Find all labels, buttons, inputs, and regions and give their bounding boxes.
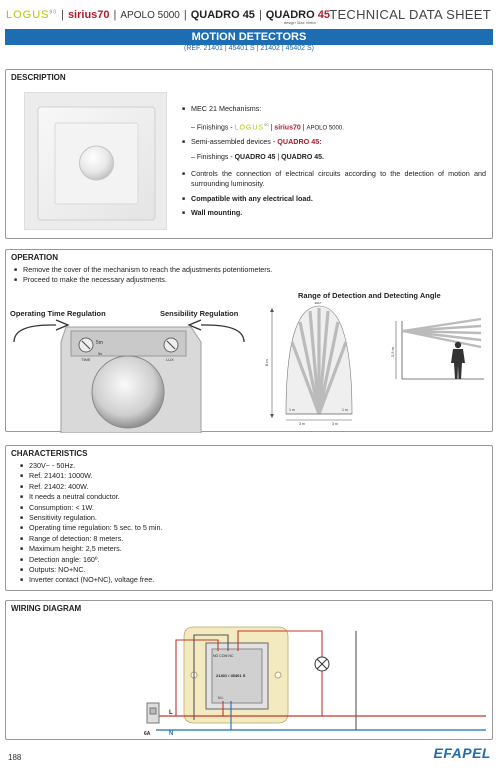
desc-semi: ■ Semi-assembled devices - QUADRO 45: (181, 137, 486, 147)
angle-label: 160° (314, 302, 323, 305)
dial-time-value: 5m (96, 340, 103, 346)
characteristics-list (19, 461, 419, 586)
mechanism-illustration (6, 317, 251, 433)
operation-heading: OPERATION (11, 253, 58, 262)
width-right-label: 3 m (332, 422, 338, 426)
char-item: ■ Ref. 21402: 400W. (19, 482, 419, 492)
wiring-heading: WIRING DIAGRAM (11, 604, 82, 613)
product-refs: (REF. 21401 | 45401 S | 21402 | 45402 S) (184, 45, 314, 52)
desc-wall: ■ Wall mounting. (181, 208, 486, 218)
desc-controls: ■ Controls the connection of electrical circuits according to the detection of motion and surrounding luminosity. (181, 169, 486, 190)
detection-cone-diagram (264, 302, 366, 427)
desc-finishings-2: – Finishings - QUADRO 45 | QUADRO 45. (191, 154, 324, 161)
desc-finishings-1: – Finishings - LOGUS$^{90}$ | sirius70 | APOLO 5000. (191, 122, 344, 132)
breaker-icon (147, 703, 159, 723)
mount-height-label: 2,5 m (390, 346, 395, 357)
efapel-logo: EFAPEL (433, 745, 491, 761)
char-item: ■ It needs a neutral conductor. (19, 492, 419, 502)
line-label: L (169, 710, 173, 716)
operation-list (13, 265, 483, 286)
person-icon (451, 342, 465, 379)
brand-sirius: sirius70 (67, 9, 110, 21)
brand-quadro-design: QUADRO 45 design Siza Vieira (265, 9, 330, 25)
neutral-label: N (169, 731, 174, 737)
side-view-diagram (386, 317, 486, 385)
char-item: ■ Inverter contact (NO+NC), voltage free. (19, 575, 419, 585)
description-list (181, 104, 486, 114)
characteristics-heading: CHARACTERISTICS (11, 449, 88, 458)
char-item: ■ Outputs: NO+NC. (19, 565, 419, 575)
range-label: Range of Detection and Detecting Angle (298, 291, 441, 300)
char-item: ■ Ref. 21401: 1000W. (19, 471, 419, 481)
dial-lux-label: LUX (166, 357, 174, 362)
char-item: ■ Operating time regulation: 5 sec. to 5 min. (19, 523, 419, 533)
char-item: ■ Range of detection: 8 meters. (19, 534, 419, 544)
operation-item: ■ Proceed to make the necessary adjustments. (13, 275, 483, 285)
floor-right-label: 1 m (342, 408, 348, 412)
char-item: ■ Consumption: < 1W. (19, 503, 419, 513)
brand-logus: LOGUS$^{90}$ (6, 9, 58, 21)
height-label: 8 m (264, 359, 269, 366)
char-item: ■ Maximum height: 2,5 meters. (19, 544, 419, 554)
dial-time-label: TIME (81, 357, 91, 362)
terminals-top-label: NO COM NC (213, 654, 234, 658)
product-image (24, 92, 167, 230)
page-number: 188 (8, 753, 22, 762)
wiring-diagram (6, 615, 494, 740)
char-item: ■ 230V~ - 50Hz. (19, 461, 419, 471)
brand-bar: LOGUS$^{90}$ | sirius70 | APOLO 5000 | QUADRO 45 | QUADRO 45 design Siza Vieira (6, 9, 330, 25)
floor-left-label: 1 m (289, 408, 295, 412)
dial-seconds: 5s (98, 351, 103, 356)
sheet-title: TECHNICAL DATA SHEET (329, 7, 491, 22)
desc-compatible: ■ Compatible with any electrical load. (181, 194, 486, 204)
time-regulation-label: Operating Time Regulation (10, 309, 106, 318)
characteristics-section (5, 445, 493, 591)
description-section (5, 69, 493, 239)
char-item: ■ Detection angle: 160º. (19, 555, 419, 565)
product-title: MOTION DETECTORS (5, 29, 493, 45)
wiring-section (5, 600, 493, 740)
desc-mec: ■ MEC 21 Mechanisms: (181, 104, 486, 114)
sensibility-regulation-label: Sensibility Regulation (160, 309, 239, 318)
operation-section (5, 249, 493, 432)
breaker-label: 6A (144, 731, 151, 737)
char-item: ■ Sensitivity regulation. (19, 513, 419, 523)
brand-apolo: APOLO 5000 (120, 9, 180, 21)
width-left-label: 3 m (299, 422, 305, 426)
brand-quadro: QUADRO 45 (190, 9, 255, 21)
terminals-bottom-label: N L (218, 696, 224, 700)
description-heading: DESCRIPTION (11, 73, 66, 82)
device-ref-label: 21401 / 45401 S (216, 673, 246, 678)
operation-item: ■ Remove the cover of the mechanism to reach the adjustments potentiometers. (13, 265, 483, 275)
